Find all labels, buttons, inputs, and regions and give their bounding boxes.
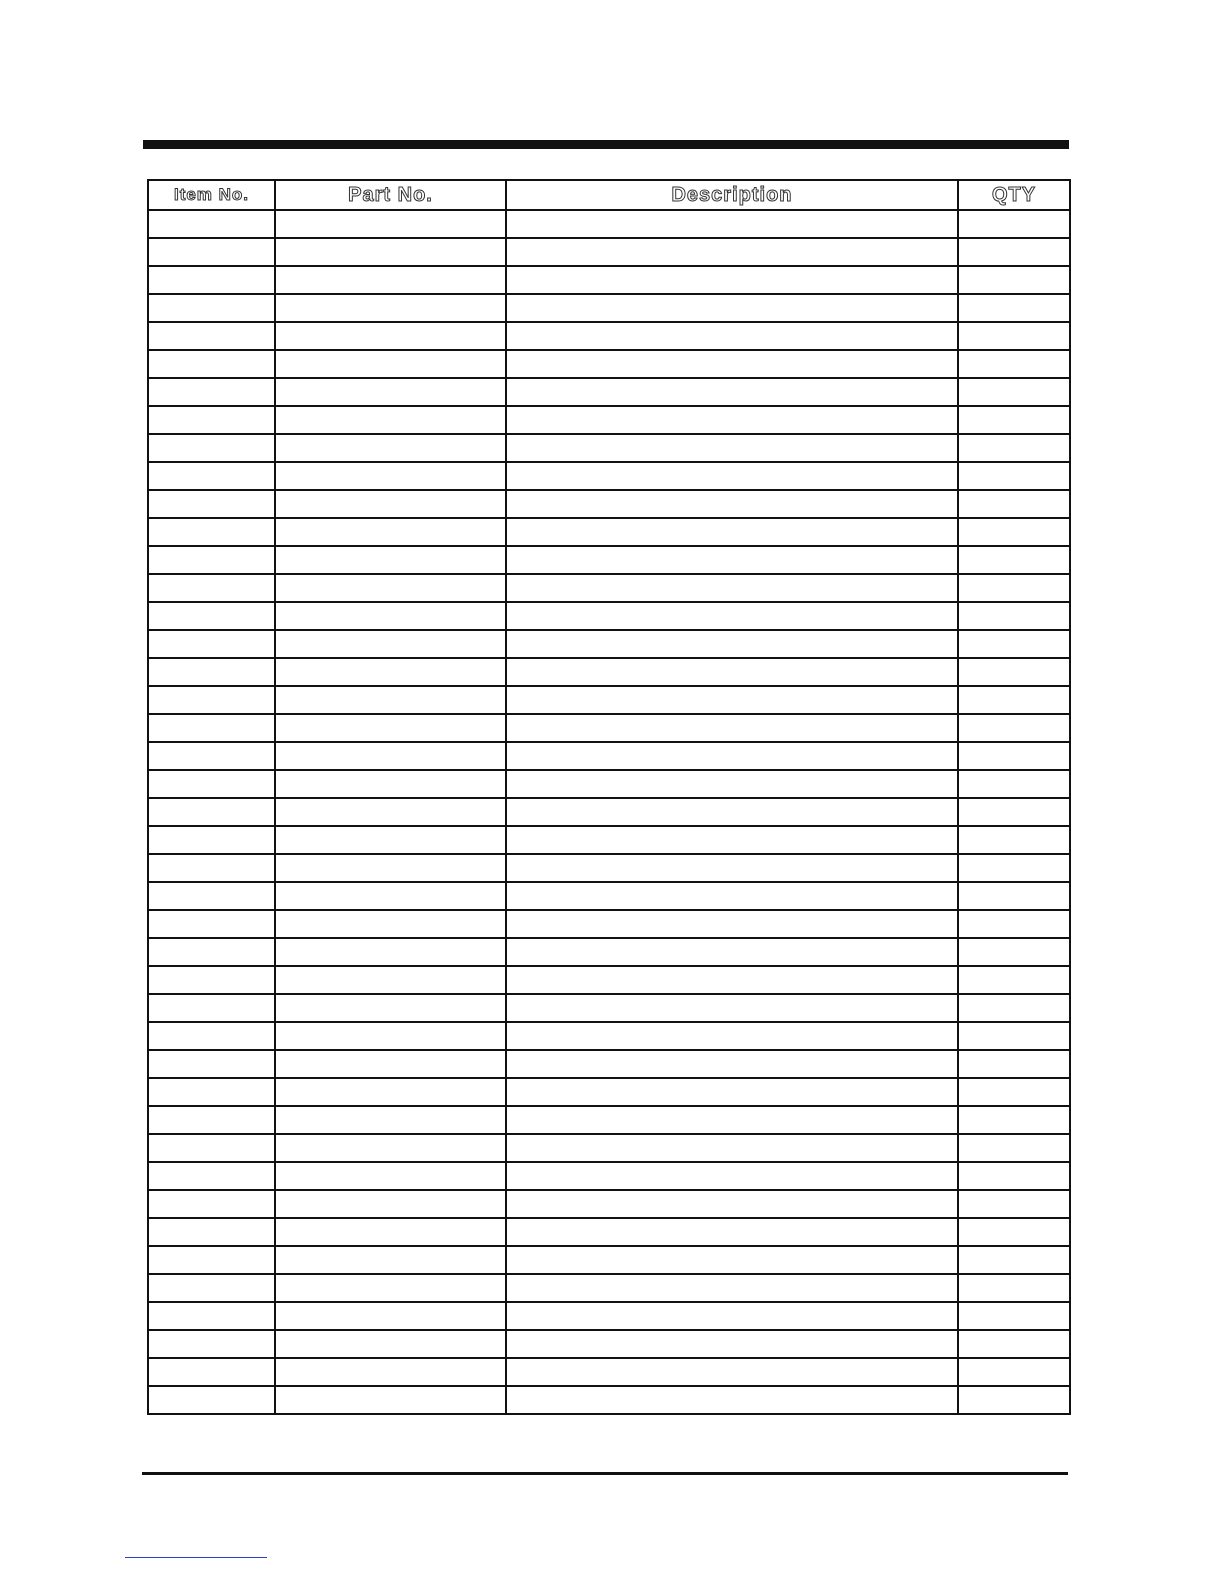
cell-item-no bbox=[148, 1274, 275, 1302]
table-row bbox=[148, 1330, 1070, 1358]
cell-qty bbox=[958, 1386, 1070, 1414]
cell-description bbox=[506, 1050, 958, 1078]
cell-item-no bbox=[148, 602, 275, 630]
cell-item-no bbox=[148, 434, 275, 462]
column-header-item-no: Item No. bbox=[148, 180, 275, 210]
parts-list-table bbox=[147, 179, 1071, 1415]
table-row bbox=[148, 602, 1070, 630]
cell-part-no bbox=[275, 378, 506, 406]
table-row bbox=[148, 1218, 1070, 1246]
cell-qty bbox=[958, 546, 1070, 574]
table-row bbox=[148, 938, 1070, 966]
cell-item-no bbox=[148, 1218, 275, 1246]
cell-description bbox=[506, 434, 958, 462]
cell-qty bbox=[958, 994, 1070, 1022]
table-row bbox=[148, 294, 1070, 322]
cell-item-no bbox=[148, 742, 275, 770]
cell-qty bbox=[958, 1106, 1070, 1134]
cell-qty bbox=[958, 602, 1070, 630]
cell-item-no bbox=[148, 686, 275, 714]
cell-item-no bbox=[148, 1246, 275, 1274]
cell-part-no bbox=[275, 1358, 506, 1386]
cell-part-no bbox=[275, 1386, 506, 1414]
cell-description bbox=[506, 518, 958, 546]
cell-part-no bbox=[275, 686, 506, 714]
table-row bbox=[148, 1162, 1070, 1190]
table-row bbox=[148, 546, 1070, 574]
column-header-qty: QTY bbox=[958, 180, 1070, 210]
column-header-description: Description bbox=[506, 180, 958, 210]
cell-description bbox=[506, 1358, 958, 1386]
cell-description bbox=[506, 966, 958, 994]
cell-part-no bbox=[275, 434, 506, 462]
cell-part-no bbox=[275, 406, 506, 434]
cell-qty bbox=[958, 1050, 1070, 1078]
table-header-row bbox=[148, 180, 1070, 210]
cell-part-no bbox=[275, 574, 506, 602]
cell-item-no bbox=[148, 882, 275, 910]
cell-part-no bbox=[275, 798, 506, 826]
cell-description bbox=[506, 210, 958, 238]
cell-item-no bbox=[148, 238, 275, 266]
cell-qty bbox=[958, 1218, 1070, 1246]
cell-part-no bbox=[275, 910, 506, 938]
table-row bbox=[148, 378, 1070, 406]
table-row bbox=[148, 350, 1070, 378]
cell-item-no bbox=[148, 630, 275, 658]
cell-part-no bbox=[275, 238, 506, 266]
cell-qty bbox=[958, 714, 1070, 742]
cell-qty bbox=[958, 322, 1070, 350]
cell-item-no bbox=[148, 1106, 275, 1134]
cell-item-no bbox=[148, 322, 275, 350]
table-row bbox=[148, 1302, 1070, 1330]
cell-qty bbox=[958, 574, 1070, 602]
cell-qty bbox=[958, 854, 1070, 882]
cell-part-no bbox=[275, 1330, 506, 1358]
cell-description bbox=[506, 1022, 958, 1050]
cell-part-no bbox=[275, 546, 506, 574]
cell-qty bbox=[958, 210, 1070, 238]
footer-link-underline bbox=[125, 1557, 267, 1558]
table-row bbox=[148, 462, 1070, 490]
cell-item-no bbox=[148, 770, 275, 798]
cell-part-no bbox=[275, 826, 506, 854]
cell-item-no bbox=[148, 210, 275, 238]
table-row bbox=[148, 1190, 1070, 1218]
cell-item-no bbox=[148, 910, 275, 938]
header-rule bbox=[143, 140, 1069, 149]
cell-part-no bbox=[275, 1302, 506, 1330]
cell-description bbox=[506, 938, 958, 966]
cell-item-no bbox=[148, 966, 275, 994]
cell-part-no bbox=[275, 266, 506, 294]
table-row bbox=[148, 658, 1070, 686]
cell-qty bbox=[958, 406, 1070, 434]
cell-part-no bbox=[275, 1134, 506, 1162]
cell-qty bbox=[958, 630, 1070, 658]
cell-description bbox=[506, 882, 958, 910]
cell-item-no bbox=[148, 1330, 275, 1358]
cell-description bbox=[506, 994, 958, 1022]
cell-item-no bbox=[148, 714, 275, 742]
cell-item-no bbox=[148, 490, 275, 518]
cell-qty bbox=[958, 1022, 1070, 1050]
table-row bbox=[148, 266, 1070, 294]
cell-part-no bbox=[275, 714, 506, 742]
cell-part-no bbox=[275, 658, 506, 686]
table-row bbox=[148, 1106, 1070, 1134]
cell-description bbox=[506, 1078, 958, 1106]
table-row bbox=[148, 966, 1070, 994]
table-row bbox=[148, 798, 1070, 826]
cell-qty bbox=[958, 826, 1070, 854]
cell-description bbox=[506, 266, 958, 294]
cell-description bbox=[506, 854, 958, 882]
cell-qty bbox=[958, 350, 1070, 378]
table-row bbox=[148, 1134, 1070, 1162]
cell-part-no bbox=[275, 630, 506, 658]
cell-item-no bbox=[148, 1358, 275, 1386]
cell-item-no bbox=[148, 1078, 275, 1106]
cell-qty bbox=[958, 1246, 1070, 1274]
cell-description bbox=[506, 798, 958, 826]
cell-qty bbox=[958, 518, 1070, 546]
cell-item-no bbox=[148, 1134, 275, 1162]
cell-qty bbox=[958, 294, 1070, 322]
cell-description bbox=[506, 1106, 958, 1134]
cell-description bbox=[506, 630, 958, 658]
cell-item-no bbox=[148, 294, 275, 322]
table-row bbox=[148, 1050, 1070, 1078]
cell-description bbox=[506, 322, 958, 350]
cell-item-no bbox=[148, 1050, 275, 1078]
cell-description bbox=[506, 462, 958, 490]
cell-qty bbox=[958, 686, 1070, 714]
cell-qty bbox=[958, 490, 1070, 518]
cell-qty bbox=[958, 1190, 1070, 1218]
table-row bbox=[148, 1386, 1070, 1414]
cell-part-no bbox=[275, 1274, 506, 1302]
cell-qty bbox=[958, 742, 1070, 770]
cell-qty bbox=[958, 1134, 1070, 1162]
table-row bbox=[148, 490, 1070, 518]
cell-description bbox=[506, 602, 958, 630]
cell-part-no bbox=[275, 518, 506, 546]
cell-part-no bbox=[275, 854, 506, 882]
cell-part-no bbox=[275, 1190, 506, 1218]
table-row bbox=[148, 994, 1070, 1022]
cell-description bbox=[506, 1134, 958, 1162]
cell-qty bbox=[958, 770, 1070, 798]
cell-item-no bbox=[148, 546, 275, 574]
cell-description bbox=[506, 826, 958, 854]
footer-rule bbox=[142, 1472, 1068, 1475]
cell-description bbox=[506, 238, 958, 266]
cell-description bbox=[506, 686, 958, 714]
cell-description bbox=[506, 714, 958, 742]
cell-qty bbox=[958, 938, 1070, 966]
table-row bbox=[148, 714, 1070, 742]
cell-description bbox=[506, 294, 958, 322]
cell-item-no bbox=[148, 1386, 275, 1414]
cell-description bbox=[506, 350, 958, 378]
cell-part-no bbox=[275, 1078, 506, 1106]
cell-description bbox=[506, 378, 958, 406]
cell-item-no bbox=[148, 658, 275, 686]
cell-part-no bbox=[275, 882, 506, 910]
table-row bbox=[148, 322, 1070, 350]
cell-item-no bbox=[148, 994, 275, 1022]
table-row bbox=[148, 770, 1070, 798]
cell-part-no bbox=[275, 294, 506, 322]
cell-part-no bbox=[275, 490, 506, 518]
cell-part-no bbox=[275, 1246, 506, 1274]
cell-description bbox=[506, 770, 958, 798]
cell-description bbox=[506, 1246, 958, 1274]
cell-qty bbox=[958, 882, 1070, 910]
cell-description bbox=[506, 490, 958, 518]
cell-part-no bbox=[275, 1218, 506, 1246]
cell-part-no bbox=[275, 1106, 506, 1134]
cell-description bbox=[506, 406, 958, 434]
cell-item-no bbox=[148, 406, 275, 434]
table-row bbox=[148, 854, 1070, 882]
cell-item-no bbox=[148, 350, 275, 378]
table-row bbox=[148, 1022, 1070, 1050]
cell-part-no bbox=[275, 1050, 506, 1078]
cell-qty bbox=[958, 1274, 1070, 1302]
cell-part-no bbox=[275, 322, 506, 350]
cell-item-no bbox=[148, 1302, 275, 1330]
table-row bbox=[148, 1078, 1070, 1106]
cell-description bbox=[506, 1302, 958, 1330]
table-row bbox=[148, 630, 1070, 658]
cell-qty bbox=[958, 266, 1070, 294]
table-row bbox=[148, 686, 1070, 714]
table-row bbox=[148, 210, 1070, 238]
cell-item-no bbox=[148, 1190, 275, 1218]
cell-description bbox=[506, 1218, 958, 1246]
cell-qty bbox=[958, 434, 1070, 462]
cell-qty bbox=[958, 1162, 1070, 1190]
cell-description bbox=[506, 1274, 958, 1302]
cell-item-no bbox=[148, 826, 275, 854]
cell-qty bbox=[958, 1330, 1070, 1358]
cell-part-no bbox=[275, 994, 506, 1022]
parts-list-body bbox=[148, 210, 1070, 1414]
cell-qty bbox=[958, 1358, 1070, 1386]
table-row bbox=[148, 1358, 1070, 1386]
cell-qty bbox=[958, 658, 1070, 686]
cell-description bbox=[506, 910, 958, 938]
cell-qty bbox=[958, 1302, 1070, 1330]
table-row bbox=[148, 434, 1070, 462]
table-row bbox=[148, 1246, 1070, 1274]
cell-description bbox=[506, 658, 958, 686]
cell-description bbox=[506, 574, 958, 602]
cell-item-no bbox=[148, 1162, 275, 1190]
cell-description bbox=[506, 1162, 958, 1190]
cell-part-no bbox=[275, 1162, 506, 1190]
cell-description bbox=[506, 1190, 958, 1218]
cell-qty bbox=[958, 910, 1070, 938]
cell-part-no bbox=[275, 742, 506, 770]
cell-part-no bbox=[275, 210, 506, 238]
table-row bbox=[148, 406, 1070, 434]
table-row bbox=[148, 1274, 1070, 1302]
cell-part-no bbox=[275, 966, 506, 994]
cell-description bbox=[506, 1386, 958, 1414]
table-row bbox=[148, 518, 1070, 546]
cell-qty bbox=[958, 238, 1070, 266]
cell-part-no bbox=[275, 938, 506, 966]
table-row bbox=[148, 910, 1070, 938]
column-header-part-no: Part No. bbox=[275, 180, 506, 210]
cell-qty bbox=[958, 462, 1070, 490]
table-row bbox=[148, 882, 1070, 910]
cell-part-no bbox=[275, 350, 506, 378]
cell-item-no bbox=[148, 854, 275, 882]
cell-part-no bbox=[275, 1022, 506, 1050]
cell-item-no bbox=[148, 266, 275, 294]
cell-qty bbox=[958, 1078, 1070, 1106]
cell-description bbox=[506, 1330, 958, 1358]
cell-item-no bbox=[148, 938, 275, 966]
cell-item-no bbox=[148, 518, 275, 546]
table-row bbox=[148, 574, 1070, 602]
cell-item-no bbox=[148, 1022, 275, 1050]
table-row bbox=[148, 826, 1070, 854]
cell-item-no bbox=[148, 378, 275, 406]
cell-qty bbox=[958, 798, 1070, 826]
cell-part-no bbox=[275, 462, 506, 490]
cell-qty bbox=[958, 378, 1070, 406]
cell-part-no bbox=[275, 602, 506, 630]
cell-description bbox=[506, 546, 958, 574]
table-row bbox=[148, 238, 1070, 266]
cell-item-no bbox=[148, 462, 275, 490]
cell-part-no bbox=[275, 770, 506, 798]
cell-item-no bbox=[148, 574, 275, 602]
cell-description bbox=[506, 742, 958, 770]
table-row bbox=[148, 742, 1070, 770]
cell-item-no bbox=[148, 798, 275, 826]
cell-qty bbox=[958, 966, 1070, 994]
